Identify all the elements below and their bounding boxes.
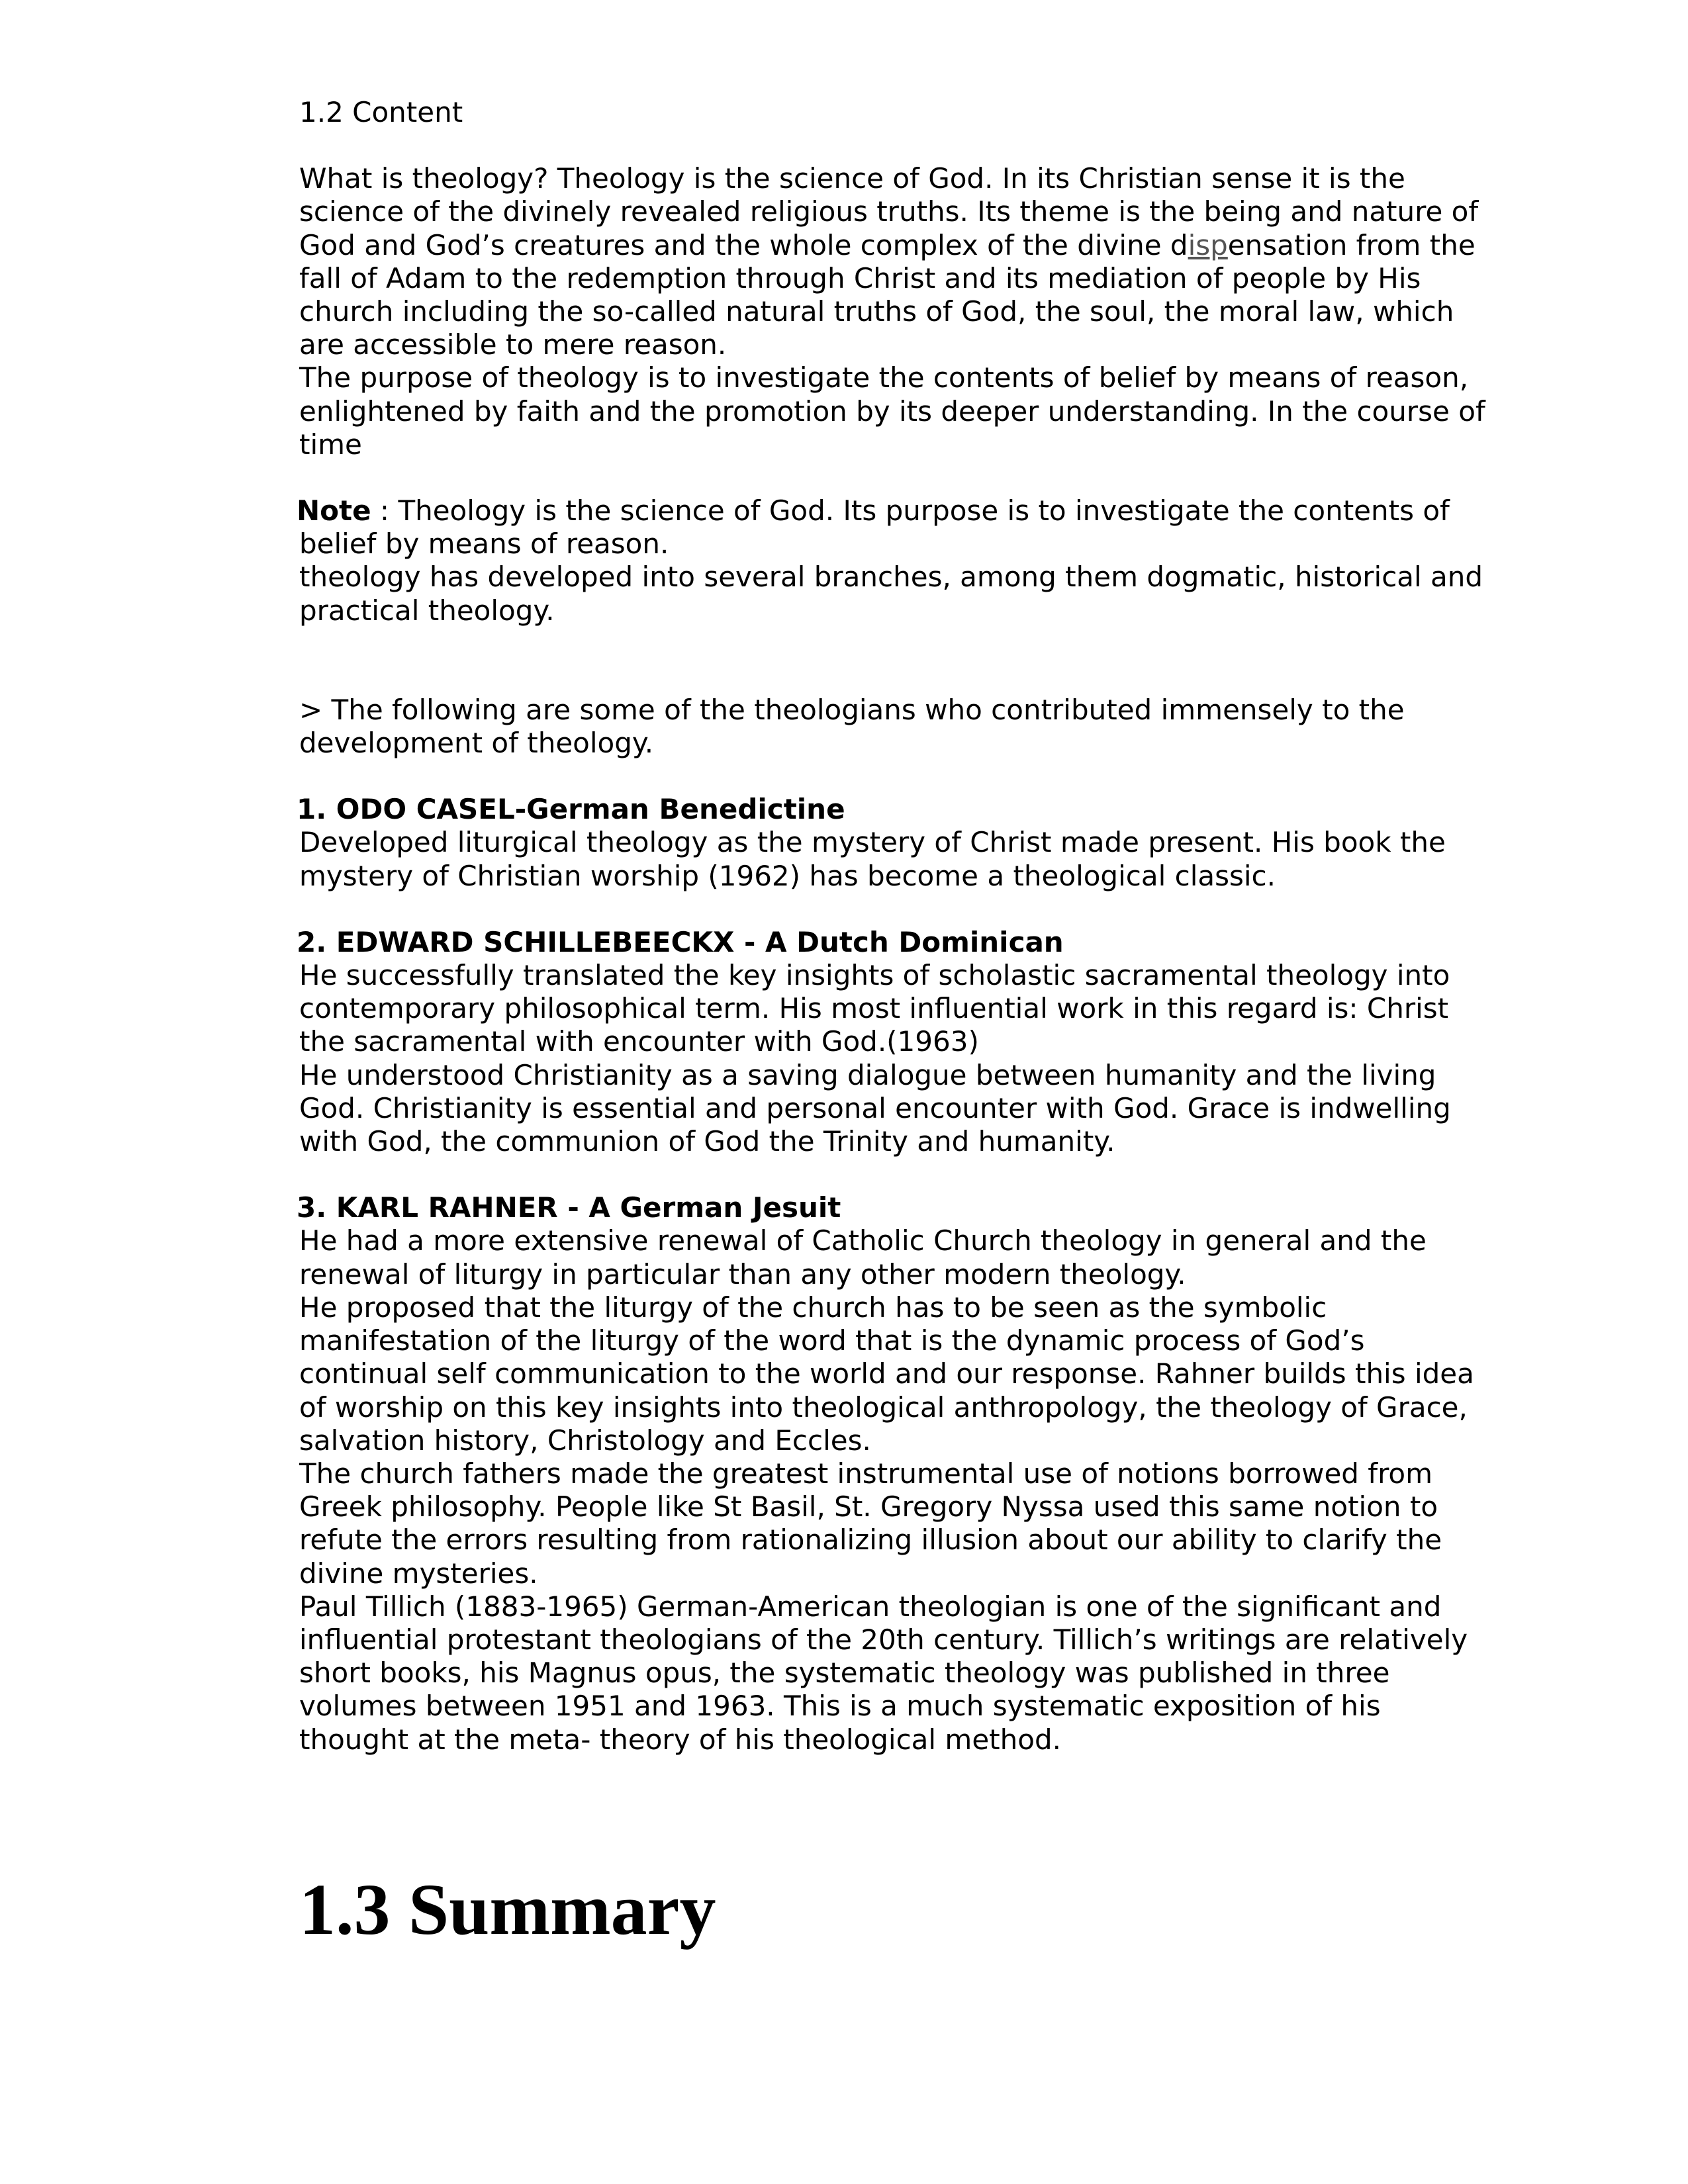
- text-line: manifestation of the liturgy of the word that is the dynamic process of God’s: [299, 1324, 1365, 1357]
- text-line: salvation history, Christology and Eccles.: [299, 1424, 871, 1457]
- theologian-heading: 3. KARL RAHNER - A German Jesuit: [297, 1191, 841, 1224]
- text-line: divine mysteries.: [299, 1557, 538, 1590]
- text-line: What is theology? Theology is the science of God. In its Christian sense it is the: [299, 162, 1405, 195]
- theologian-entry: [299, 926, 1477, 1158]
- note-paragraph: [297, 494, 1483, 627]
- text-line: contemporary philosophical term. His most influential work in this regard is: Christ: [299, 992, 1449, 1025]
- text-line: He understood Christianity as a saving dialogue between humanity and the living: [299, 1058, 1436, 1091]
- text-line: enlightened by faith and the promotion by its deeper understanding. In the course of: [299, 394, 1485, 428]
- theologian-heading: 1. ODO CASEL-German Benedictine: [297, 793, 845, 826]
- text-line: The church fathers made the greatest instrumental use of notions borrowed from: [299, 1457, 1433, 1490]
- text-line: fall of Adam to the redemption through Christ and its mediation of people by His: [299, 261, 1421, 295]
- text-line: God. Christianity is essential and personal encounter with God. Grace is indwelling: [299, 1091, 1451, 1124]
- text-line: science of the divinely revealed religious truths. Its theme is the being and nature of: [299, 195, 1479, 228]
- text-line: practical theology.: [299, 594, 555, 627]
- intro-paragraph: [299, 162, 1485, 461]
- text-line: renewal of liturgy in particular than any other modern theology.: [299, 1257, 1186, 1291]
- text-line: church including the so-called natural truths of God, the soul, the moral law, which: [299, 295, 1454, 328]
- text-line: time: [299, 428, 362, 461]
- text-line: He successfully translated the key insights of scholastic sacramental theology into: [299, 959, 1450, 992]
- text-line: the sacramental with encounter with God.(1963): [299, 1025, 979, 1058]
- text-line: He had a more extensive renewal of Catholic Church theology in general and the: [299, 1224, 1427, 1257]
- text-line: thought at the meta- theory of his theological method.: [299, 1723, 1061, 1756]
- text-line: mystery of Christian worship (1962) has become a theological classic.: [299, 859, 1276, 892]
- text-line: Developed liturgical theology as the mystery of Christ made present. His book the: [299, 826, 1446, 859]
- text-line: > The following are some of the theologians who contributed immensely to the: [299, 693, 1405, 726]
- text-line: influential protestant theologians of the 20th century. Tillich’s writings are relatively: [299, 1623, 1468, 1656]
- lead-in-paragraph: [299, 694, 1477, 760]
- text-line: with God, the communion of God the Trinity and humanity.: [299, 1125, 1115, 1158]
- text-line: continual self communication to the world and our response. Rahner builds this idea: [299, 1357, 1474, 1390]
- theologian-entry: [299, 1191, 1477, 1756]
- text-line: short books, his Magnus opus, the systematic theology was published in three: [299, 1657, 1390, 1690]
- text-line: Paul Tillich (1883-1965) German-American theologian is one of the significant and: [299, 1590, 1442, 1623]
- text-line: Greek philosophy. People like St Basil, St. Gregory Nyssa used this same notion to: [299, 1490, 1438, 1524]
- text-line: God and God’s creatures and the whole complex of the divine dispensation from the: [299, 228, 1476, 261]
- text-line: He proposed that the liturgy of the church has to be seen as the symbolic: [299, 1291, 1327, 1324]
- text-line: of worship on this key insights into theological anthropology, the theology of Grace,: [299, 1390, 1468, 1424]
- document-body: [297, 96, 1485, 1756]
- text-line: theology has developed into several branches, among them dogmatic, historical and: [299, 561, 1483, 594]
- text-line: Note : Theology is the science of God. Its purpose is to investigate the contents of: [297, 494, 1450, 527]
- section-title: 1.2 Content: [299, 96, 463, 128]
- text-line: are accessible to mere reason.: [299, 328, 727, 361]
- text-line: volumes between 1951 and 1963. This is a much systematic exposition of his: [299, 1690, 1381, 1723]
- summary-heading: 1.3 Summary: [299, 1869, 716, 1950]
- text-line: refute the errors resulting from rationalizing illusion about our ability to clarify the: [299, 1524, 1442, 1557]
- text-line: The purpose of theology is to investigate the contents of belief by means of reason,: [299, 361, 1469, 394]
- note-label: Note: [297, 494, 371, 527]
- theologian-entry: [299, 793, 1477, 893]
- text-line: belief by means of reason.: [299, 527, 669, 561]
- spellcheck-mark: isp: [1188, 228, 1228, 261]
- theologian-heading: 2. EDWARD SCHILLEBEECKX - A Dutch Dominican: [297, 925, 1064, 958]
- text-line: development of theology.: [299, 727, 654, 760]
